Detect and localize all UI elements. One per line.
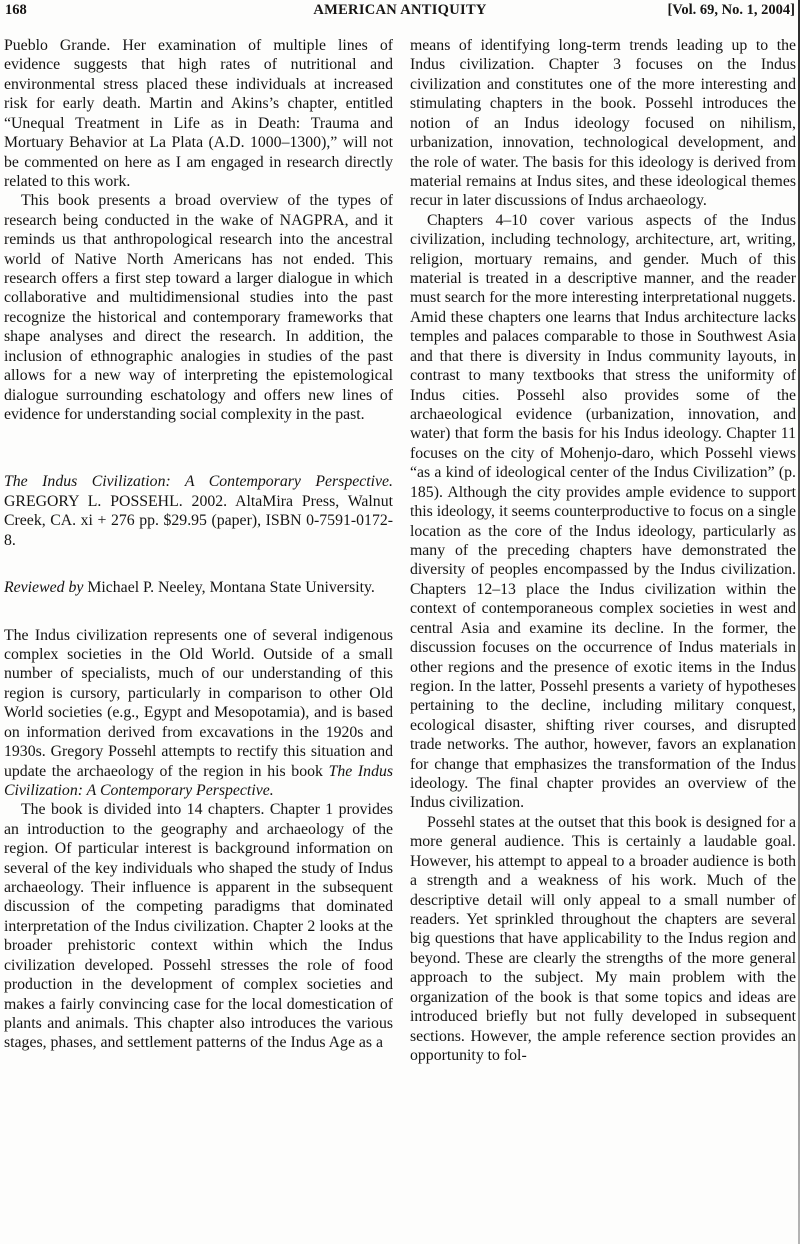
review-paragraph-1-text: The Indus civilization represents one of several indigenous complex societies in the Old World. Outside of a small number of specialists, much of our understanding of this region is cursory, particularly in comparison to other Old World societies (e.g., Egypt and Mesopotamia), and is based on information derived from excavations in the 1920s and 1930s. Gregory Possehl attempts to rectify this situation and update the archaeology of the region in his book [4,626,393,780]
page-number: 168 [5,2,27,18]
journal-title: AMERICAN ANTIQUITY [313,2,487,18]
chapters-paragraph: Chapters 4–10 cover various aspects of the Indus civilization, including technology, architecture, art, writing, religion, mortuary remains, and gender. Much of this material is treated in a descriptive manner, and the reader must search for the more interesting interpretational nuggets. Amid these chapters one learns that Indus architecture lacks temples and palaces comparable to those in Southwest Asia and that there is diversity in Indus community layouts, in contrast to many textbooks that stress the uniformity of Indus cities. Possehl also provides some of the archaeological evidence (urbanization, innovation, and water) that form the basis for his Indus ideology. Chapter 11 focuses on the city of Mohenjo-daro, which Possehl views “as a kind of ideological center of the Indus Civilization” (p. 185). Although the city provides ample evidence to support this ideology, it seems counterproductive to focus on a single location as the core of the Indus ideology, particularly as many of the preceding chapters have demonstrated the diversity of peoples encompassed by the Indus civilization. Chapters 12–13 place the Indus civilization within the context of contemporaneous complex societies in west and central Asia and examine its decline. In the former, the discussion focuses on the occurrence of Indus materials in other regions and the presence of exotic items in the Indus region. In the latter, Possehl presents a variety of hypotheses pertaining to the decline, including military conquest, ecological disaster, shifting river courses, and disrupted trade networks. The author, however, favors an explanation for change that emphasizes the transformation of the Indus ideology. The final chapter provides an overview of the Indus civilization. [410,211,796,812]
continuation-paragraph: Pueblo Grande. Her examination of multiple lines of evidence suggests that high rates of nutritional and environmental stress placed these individuals at increased risk for early death. Martin and Akins’s chapter, entitled “Unequal Treatment in Life as in Death: Trauma and Mortuary Behavior at La Plata (A.D. 1000–1300),” will not be commented on here as I am engaged in research directly related to this work. [4,37,393,190]
book-title-inline: The Indus Civilization: A Contemporary Perspective. [4,762,394,799]
left-column [4,36,393,1065]
audience-paragraph: Possehl states at the outset that this book is designed for a more general audience. This is certainly a laudable goal. However, his attempt to appeal to a broader audience is both a strength and a weakness of his work. Much of the descriptive detail will only appeal to a small number of readers. Yet sprinkled throughout the chapters are several big questions that have applicability to the Indus region and beyond. These are clearly the strengths of the more general approach to the subject. My main problem with the organization of the book is that some topics and ideas are introduced briefly but not fully developed in subsequent sections. However, the ample reference section provides an opportunity to fol- [410,813,796,1064]
two-column-layout [0,36,800,1065]
right-column [410,36,796,1065]
reviewed-by-label: Reviewed by [4,579,84,597]
review-paragraph-2: The book is divided into 14 chapters. Chapter 1 provides an introduction to the geography and archaeology of the region. Of particular interest is background information on several of the key individuals who shaped the study of Indus archaeology. Their influence is apparent in the subsequent discussion of the competing paradigms that dominated interpretation of the Indus civilization. Chapter 2 looks at the broader prehistoric context within which the Indus civilization developed. Possehl stresses the role of food production in the development of complex societies and makes a fairly convincing case for the local domestication of plants and animals. This chapter also introduces the various stages, phases, and settlement patterns of the Indus Age as a [4,801,393,1052]
reviewer-name: Michael P. Neeley, Montana State University. [83,579,375,597]
continuation-paragraph: means of identifying long-term trends leading up to the Indus civilization. Chapter 3 focuses on the Indus civilization and constitutes one of the more interesting and stimulating chapters in the book. Possehl introduces the notion of an Indus ideology focused on nihilism, urbanization, innovation, technological development, and the role of water. The basis for this ideology is derived from material remains at Indus sites, and these ideological themes recur in later discussions of Indus archaeology. [410,37,796,210]
book-citation [4,472,393,550]
page-header [0,0,800,19]
reviewer-line [4,578,393,597]
overview-paragraph: This book presents a broad overview of the types of research being conducted in the wake of NAGPRA, and it reminds us that anthropological research into the ancestral world of Native North Americans has not ended. This research offers a first step toward a larger dialogue in which collaborative and multidimensional studies into the past recognize the historical and contemporary frameworks that shape analyses and direct the research. In addition, the inclusion of ethnographic analogies in studies of the past allows for a new way of interpreting the epistemological dialogue surrounding eschatology and offers new lines of evidence for understanding social complexity in the past. [4,192,393,424]
book-title: The Indus Civilization: A Contemporary Perspective. [4,473,393,491]
review-paragraph-1 [4,626,393,801]
citation-details: GREGORY L. POSSEHL. 2002. AltaMira Press, Walnut Creek, CA. xi + 276 pp. $29.95 (paper), ISBN 0-7591-0172-8. [4,492,393,549]
volume-info: [Vol. 69, No. 1, 2004] [667,2,795,18]
